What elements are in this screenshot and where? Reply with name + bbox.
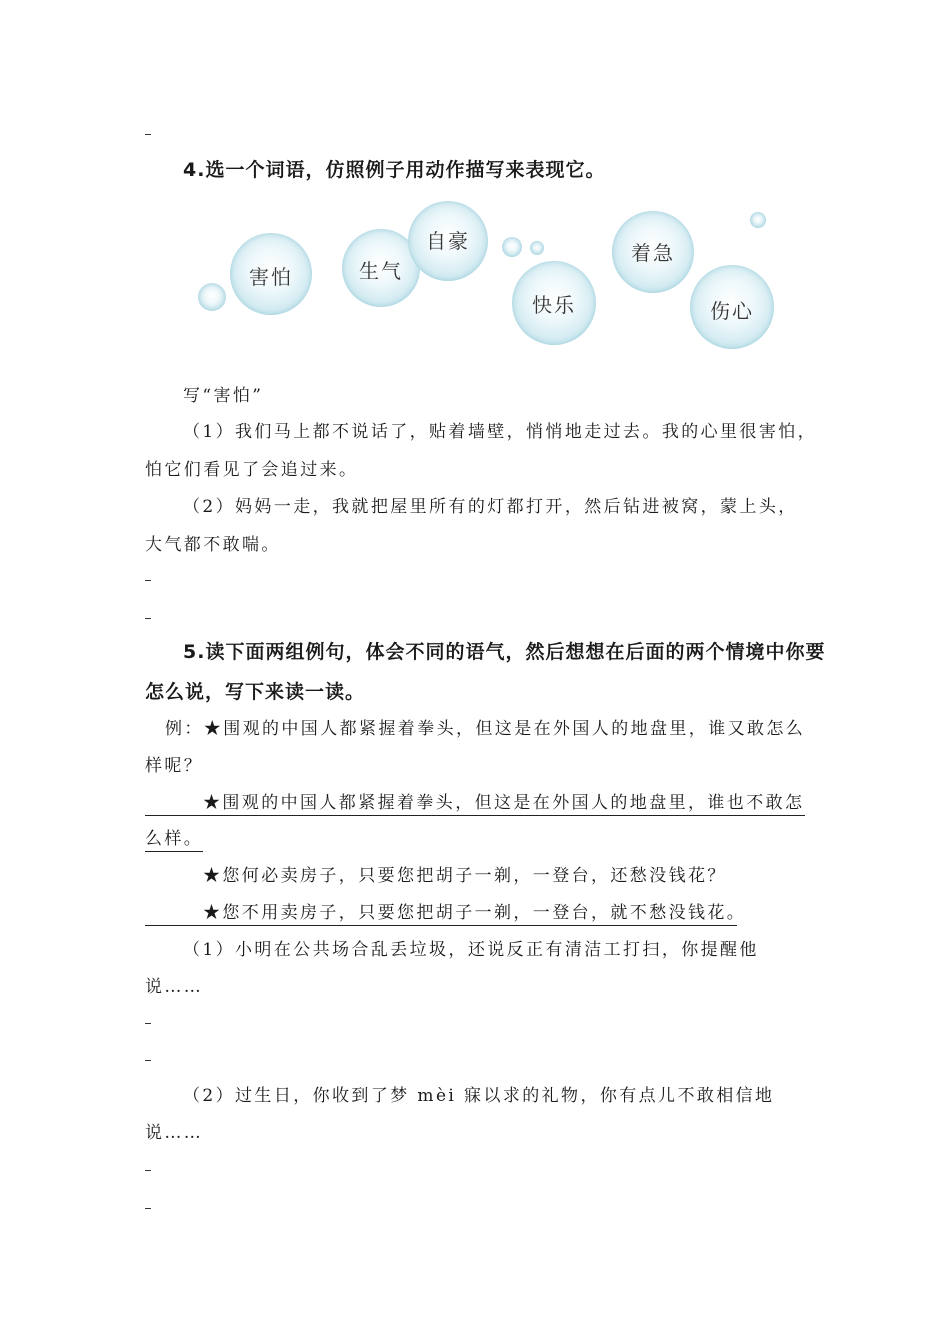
example-b-line-2: 么样。 <box>145 824 203 852</box>
situation-2-line-1: （2）过生日，你收到了梦 mèi 寐以求的礼物，你有点儿不敢相信地 <box>183 1086 775 1106</box>
paragraph-mark <box>145 134 151 135</box>
paragraph-mark <box>145 1208 151 1209</box>
small-bubble <box>502 237 522 257</box>
example-b-line-1 <box>145 788 805 816</box>
word-bubble-haipa <box>230 233 312 315</box>
word-label: 伤心 <box>710 299 754 323</box>
question-5-title-line-2: 怎么说，写下来读一读。 <box>145 681 366 703</box>
example-2-line-2: 大气都不敢喘。 <box>145 535 281 555</box>
word-bubble-shangxin <box>690 265 774 349</box>
example-1-line-2: 怕它们看见了会追过来。 <box>145 460 359 480</box>
example-b-text: ★围观的中国人都紧握着拳头，但这是在外国人的地盘里，谁也不敢怎 <box>203 793 805 813</box>
example-a-line-2: 样呢？ <box>145 756 204 776</box>
small-bubble <box>530 241 544 255</box>
word-label: 着急 <box>631 241 675 265</box>
small-bubble <box>198 283 226 311</box>
word-bubble-zihao <box>408 201 488 281</box>
word-label: 快乐 <box>532 293 576 317</box>
situation-2-line-2: 说…… <box>145 1123 204 1143</box>
paragraph-mark <box>145 1060 151 1061</box>
example-a-line-1: 例：★围观的中国人都紧握着拳头，但这是在外国人的地盘里，谁又敢怎么 <box>165 719 806 739</box>
example-heading: 写“害怕” <box>183 386 264 406</box>
word-label: 生气 <box>359 259 403 283</box>
small-bubble <box>750 212 766 228</box>
paragraph-mark <box>145 580 151 581</box>
example-1-line-1: （1）我们马上都不说话了，贴着墙壁，悄悄地走过去。我的心里很害怕， <box>183 422 818 442</box>
example-d <box>145 898 747 926</box>
paragraph-mark <box>145 1170 151 1171</box>
word-label: 自豪 <box>426 229 470 253</box>
situation-1-line-1: （1）小明在公共场合乱丢垃圾，还说反正有清洁工打扫，你提醒他 <box>183 940 759 960</box>
question-4-title: 4.选一个词语，仿照例子用动作描写来表现它。 <box>183 159 606 181</box>
paragraph-mark <box>145 618 151 619</box>
example-c: ★您何必卖房子，只要您把胡子一剃，一登台，还愁没钱花？ <box>203 866 727 886</box>
word-bubble-zhaoji <box>612 211 694 293</box>
situation-1-line-2: 说…… <box>145 977 204 997</box>
paragraph-mark <box>145 1023 151 1024</box>
example-2-line-1: （2）妈妈一走，我就把屋里所有的灯都打开，然后钻进被窝，蒙上头， <box>183 497 798 517</box>
question-5-title-line-1: 5.读下面两组例句，体会不同的语气，然后想想在后面的两个情境中你要 <box>183 641 826 663</box>
word-label: 害怕 <box>249 265 293 289</box>
word-bubbles <box>190 195 790 360</box>
word-bubble-kuaile <box>512 261 596 345</box>
example-d-text: ★您不用卖房子，只要您把胡子一剃，一登台，就不愁没钱花。 <box>203 903 747 923</box>
